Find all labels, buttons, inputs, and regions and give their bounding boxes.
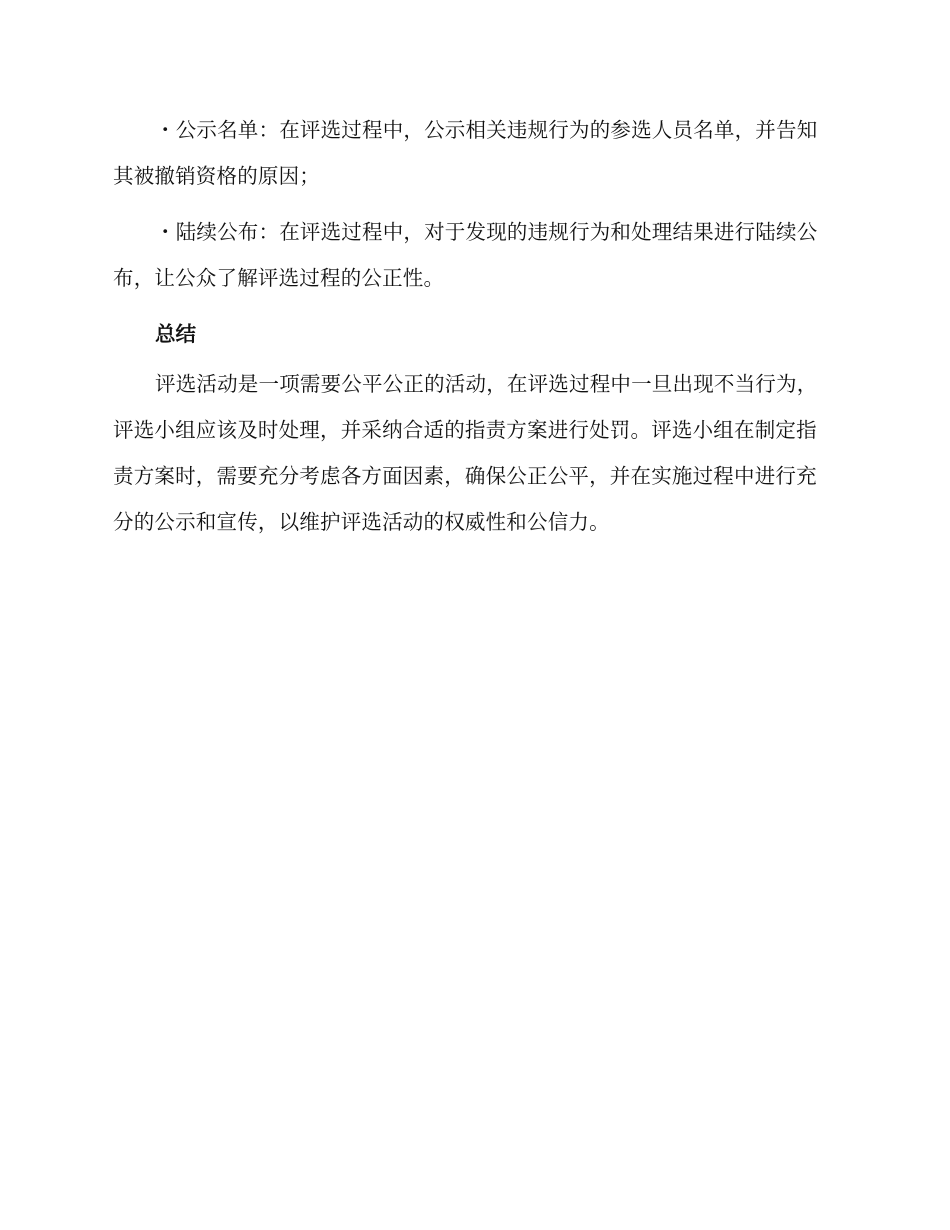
summary-heading: 总结 [155, 322, 196, 346]
document-body [113, 107, 833, 545]
summary-paragraph: 评选活动是一项需要公平公正的活动，在评选过程中一旦出现不当行为，评选小组应该及时处理，并采纳合适的指责方案进行处罚。评选小组在制定指责方案时，需要充分考虑各方面因素，确保公正公平，并在实施过程中进行充分的公示和宣传，以维护评选活动的权威性和公信力。 [113, 372, 818, 534]
bullet-continuous-publish-paragraph: ・陆续公布：在评选过程中，对于发现的违规行为和处理结果进行陆续公布，让公众了解评选过程的公正性。 [113, 220, 818, 290]
bullet-publish-list-paragraph: ・公示名单：在评选过程中，公示相关违规行为的参选人员名单，并告知其被撤销资格的原因； [113, 118, 818, 188]
